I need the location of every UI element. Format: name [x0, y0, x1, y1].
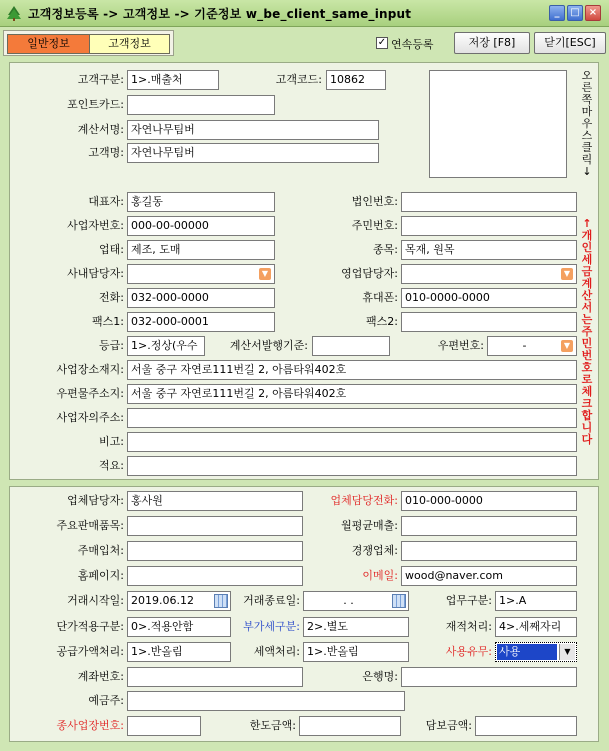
account-field[interactable] [127, 667, 303, 687]
item-field[interactable]: 목재, 원목 [401, 240, 577, 260]
branch-no-label: 종사업장번호: [56, 719, 124, 732]
end-date-value: . . [343, 594, 354, 607]
phone-label: 전화: [99, 291, 124, 304]
continuous-register-checkbox[interactable]: ✓ [377, 37, 387, 48]
point-card-field[interactable] [127, 95, 275, 115]
note-label: 비고: [99, 435, 124, 448]
vat-label: 부가세구분: [243, 620, 300, 633]
continuous-register-label: 연속등록 [391, 38, 434, 51]
bank-label: 은행명: [362, 670, 398, 683]
tax-label: 세액처리: [253, 645, 300, 658]
main-items-field[interactable] [127, 516, 303, 536]
title-bar [0, 0, 609, 27]
chevron-down-icon[interactable]: ▼ [559, 644, 575, 660]
use-status-value: 사용 [497, 644, 557, 660]
work-type-label: 업무구분: [445, 594, 492, 607]
inhouse-manager-label: 사내담당자: [67, 267, 124, 280]
corp-no-label: 법인번호: [351, 195, 398, 208]
main-buyer-label: 주매입처: [77, 544, 124, 557]
invoice-name-label: 계산서명: [77, 123, 124, 136]
recycle-label: 재적처리: [445, 620, 492, 633]
rrn-field[interactable] [401, 216, 577, 236]
phone-field[interactable]: 032-000-0000 [127, 288, 275, 308]
fax2-field[interactable] [401, 312, 577, 332]
client-name-label: 고객명: [88, 146, 124, 159]
app-tree-icon [6, 5, 22, 21]
tax-field[interactable]: 1>.반올림 [303, 642, 409, 662]
zip-dropdown[interactable] [487, 336, 577, 356]
contact-phone-field[interactable]: 010-000-0000 [401, 491, 577, 511]
biz-type-field[interactable]: 제조, 도매 [127, 240, 275, 260]
tab-general-info[interactable]: 일반정보 [7, 34, 90, 54]
credit-limit-field[interactable] [299, 716, 401, 736]
chevron-down-icon[interactable]: ▼ [561, 340, 573, 352]
competitor-label: 경쟁업체: [351, 544, 398, 557]
use-status-select[interactable] [495, 642, 577, 662]
fax1-label: 팩스1: [92, 315, 124, 328]
rrn-label: 주민번호: [351, 219, 398, 232]
unit-price-field[interactable]: 0>.적용안함 [127, 617, 231, 637]
sales-manager-dropdown[interactable] [401, 264, 577, 284]
type-field[interactable]: 1>.매출처 [127, 70, 219, 90]
biz-address-label: 사업장소재지: [56, 363, 124, 376]
photo-box[interactable] [429, 70, 567, 178]
type-label: 고객구분: [77, 73, 124, 86]
invoice-std-label: 계산서발행기준: [229, 339, 308, 352]
contact-phone-label: 업체담당전화: [330, 494, 398, 507]
toolbar [0, 28, 609, 58]
homepage-label: 홈페이지: [77, 569, 124, 582]
biz-type-label: 업태: [99, 243, 124, 256]
vat-field[interactable]: 2>.별도 [303, 617, 409, 637]
chevron-down-icon[interactable]: ▼ [259, 268, 271, 280]
close-button[interactable]: 닫기[ESC] [534, 32, 606, 54]
memo-label: 적요: [99, 459, 124, 472]
window-title: 고객정보등록 -> 고객정보 -> 기준정보 w_be_client_same_input [28, 7, 412, 21]
email-label: 이메일: [362, 569, 398, 582]
collateral-field[interactable] [475, 716, 577, 736]
memo-field[interactable] [127, 456, 577, 476]
collateral-label: 담보금액: [425, 719, 472, 732]
tab-customer-info[interactable]: 고객정보 [89, 34, 170, 54]
monthly-sales-field[interactable] [401, 516, 577, 536]
start-date-label: 거래시작일: [67, 594, 124, 607]
calendar-icon[interactable] [392, 594, 406, 608]
photo-hint: 오른쪽마우스클릭↓ [581, 69, 593, 178]
maximize-button[interactable]: □ [567, 5, 583, 21]
contact-field[interactable]: 홍사원 [127, 491, 303, 511]
fax2-label: 팩스2: [366, 315, 398, 328]
credit-limit-label: 한도금액: [249, 719, 296, 732]
branch-no-field[interactable] [127, 716, 201, 736]
note-field[interactable] [127, 432, 577, 452]
biz-no-label: 사업자번호: [67, 219, 124, 232]
code-label: 고객코드: [275, 73, 322, 86]
owner-address-field[interactable] [127, 408, 577, 428]
supply-field[interactable]: 1>.반올림 [127, 642, 231, 662]
start-date-value: 2019.06.12 [131, 594, 194, 607]
start-date-field[interactable] [127, 591, 231, 611]
mail-address-field[interactable]: 서울 중구 자연로111번길 2, 아름타워402호 [127, 384, 577, 404]
competitor-field[interactable] [401, 541, 577, 561]
mail-address-label: 우편물주소지: [56, 387, 124, 400]
account-label: 계좌번호: [77, 670, 124, 683]
fax1-field[interactable]: 032-000-0001 [127, 312, 275, 332]
email-field[interactable]: wood@naver.com [401, 566, 577, 586]
owner-address-label: 사업자의주소: [56, 411, 124, 424]
invoice-name-field[interactable]: 자연나무팀버 [127, 120, 379, 140]
grade-field[interactable]: 1>.정상(우수 [127, 336, 205, 356]
tab-strip [3, 30, 174, 56]
main-buyer-field[interactable] [127, 541, 303, 561]
unit-price-label: 단가적용구분: [56, 620, 124, 633]
code-field[interactable]: 10862 [326, 70, 386, 90]
point-card-label: 포인트카드: [67, 98, 124, 111]
monthly-sales-label: 월평균매출: [341, 519, 398, 532]
use-status-label: 사용유무: [445, 645, 492, 658]
close-window-button[interactable]: × [585, 5, 601, 21]
end-date-field[interactable] [303, 591, 409, 611]
contact-label: 업체담당자: [67, 494, 124, 507]
mobile-label: 휴대폰: [362, 291, 398, 304]
inhouse-manager-dropdown[interactable] [127, 264, 275, 284]
zip-value: - [522, 339, 527, 352]
main-items-label: 주요판매품목: [56, 519, 124, 532]
item-label: 종목: [373, 243, 398, 256]
work-type-field[interactable]: 1>.A [495, 591, 577, 611]
save-button[interactable]: 저장 [F8] [454, 32, 530, 54]
recycle-field[interactable]: 4>.세째자리 [495, 617, 577, 637]
end-date-label: 거래종료일: [243, 594, 300, 607]
zip-label: 우편번호: [437, 339, 484, 352]
calendar-icon[interactable] [214, 594, 228, 608]
depositor-field[interactable] [127, 691, 405, 711]
supply-label: 공급가액처리: [56, 645, 124, 658]
chevron-down-icon[interactable]: ▼ [561, 268, 573, 280]
homepage-field[interactable] [127, 566, 303, 586]
invoice-std-field[interactable] [312, 336, 390, 356]
minimize-button[interactable]: _ [549, 5, 565, 21]
mobile-field[interactable]: 010-0000-0000 [401, 288, 577, 308]
rrn-hint: ↑개인세금계산서는주민번호로체크합니다 [581, 217, 593, 446]
biz-no-field[interactable]: 000-00-00000 [127, 216, 275, 236]
biz-address-field[interactable]: 서울 중구 자연로111번길 2, 아름타워402호 [127, 360, 577, 380]
ceo-label: 대표자: [88, 195, 124, 208]
client-name-field[interactable]: 자연나무팀버 [127, 143, 379, 163]
ceo-field[interactable]: 홍길동 [127, 192, 275, 212]
corp-no-field[interactable] [401, 192, 577, 212]
sales-manager-label: 영업담당자: [341, 267, 398, 280]
depositor-label: 예금주: [88, 694, 124, 707]
bank-field[interactable] [401, 667, 577, 687]
grade-label: 등급: [99, 339, 124, 352]
